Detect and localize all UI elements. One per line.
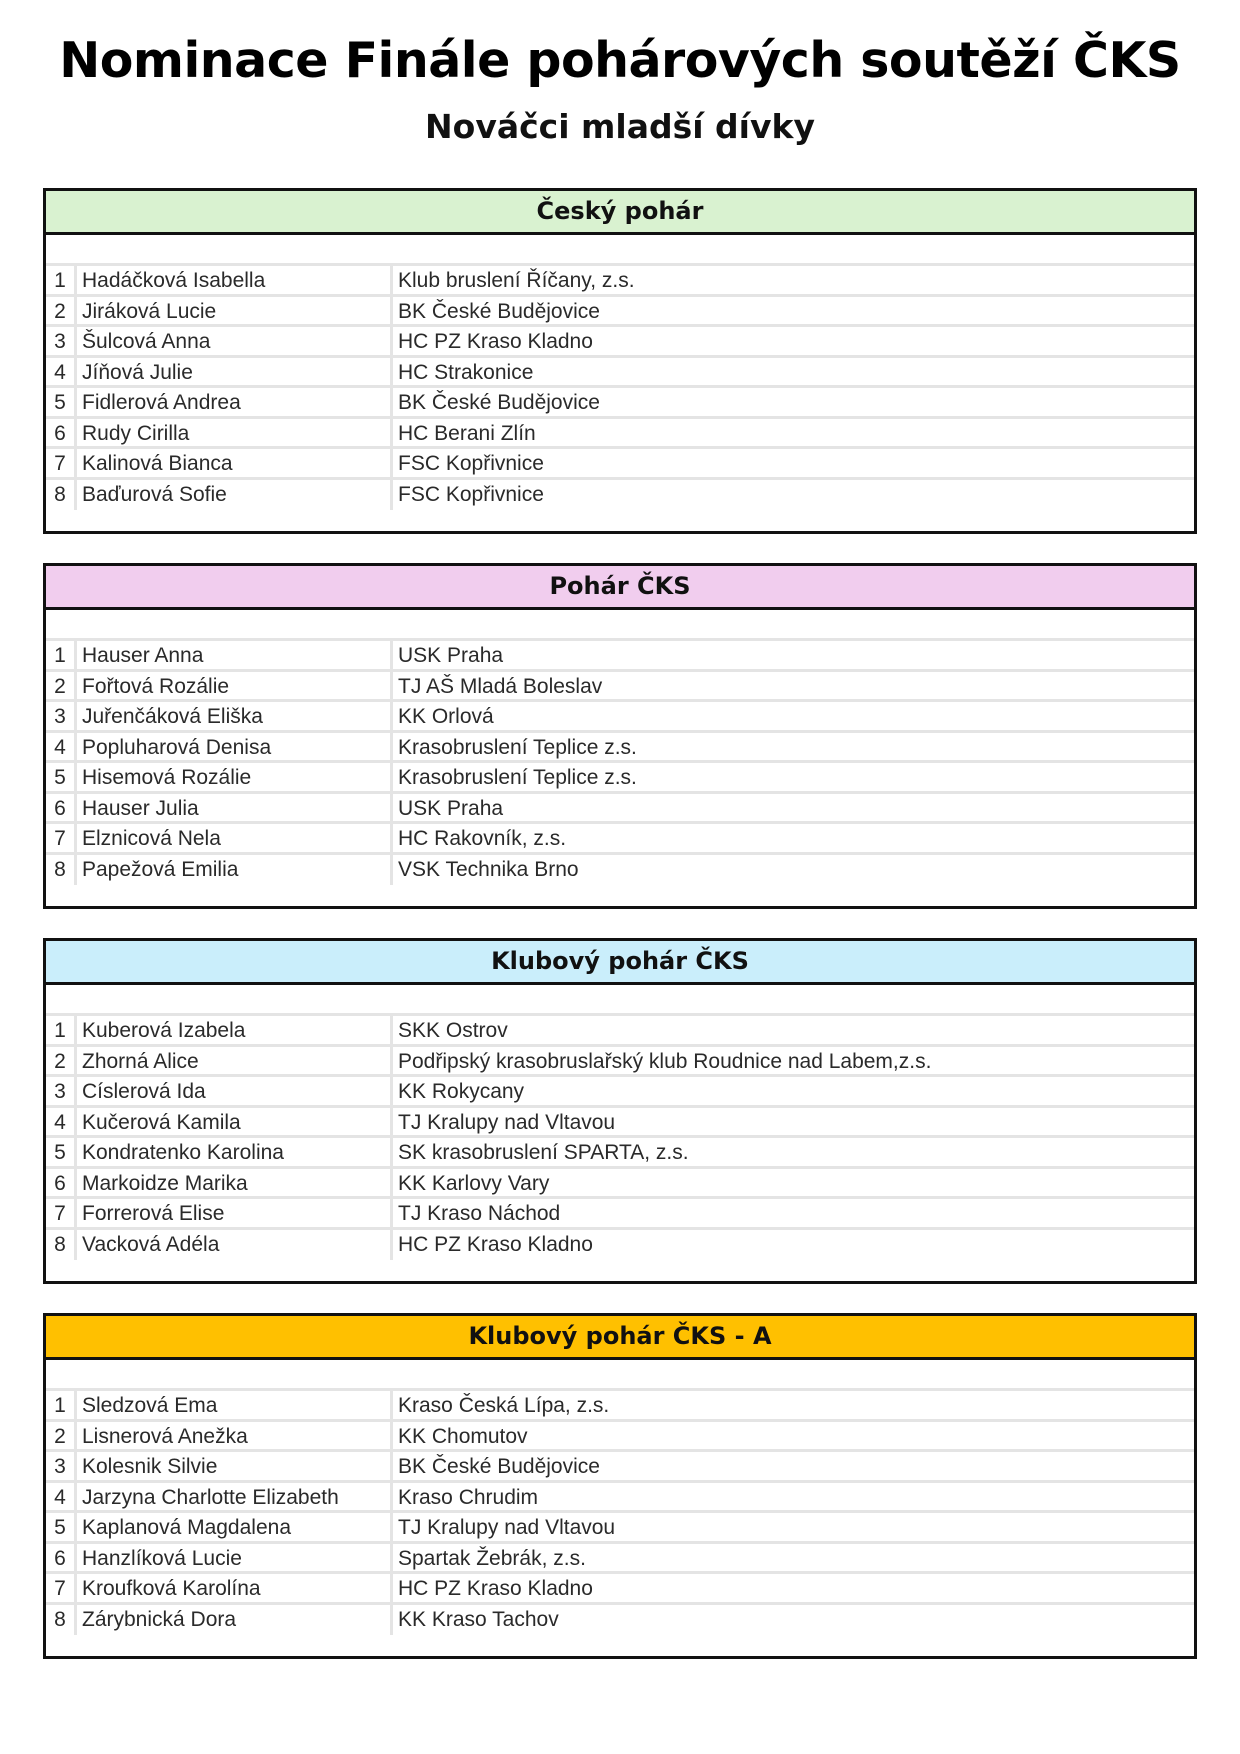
section-cesky-pohar (43, 188, 1197, 534)
club-cell: TJ Kralupy nad Vltavou (398, 1110, 616, 1134)
nominee-list (46, 641, 1194, 885)
skater-name-cell: Forrerová Elise (77, 1199, 393, 1227)
club-cell: Krasobruslení Teplice z.s. (398, 735, 637, 759)
rank-cell: 4 (46, 358, 77, 386)
table-row (46, 1422, 1194, 1453)
rank-cell: 7 (46, 1574, 77, 1602)
table-row (46, 388, 1194, 419)
rank-cell: 1 (46, 641, 77, 669)
rank-cell: 1 (46, 266, 77, 294)
club-cell: Klub bruslení Říčany, z.s. (398, 269, 635, 292)
rank-cell: 1 (46, 1016, 77, 1044)
rank-cell: 5 (46, 388, 77, 416)
table-row (46, 1138, 1194, 1169)
rank-cell: 7 (46, 1199, 77, 1227)
skater-name-cell: Jíňová Julie (77, 358, 393, 386)
table-row (46, 672, 1194, 703)
table-row (46, 702, 1194, 733)
skater-name-cell: Hauser Julia (77, 794, 393, 822)
skater-name-cell: Lisnerová Anežka (77, 1422, 393, 1450)
rank-cell: 2 (46, 1047, 77, 1075)
club-cell: SK krasobruslení SPARTA, z.s. (398, 1141, 689, 1164)
skater-name-cell: Kondratenko Karolina (77, 1138, 393, 1166)
table-row (46, 794, 1194, 825)
rank-cell: 1 (46, 1391, 77, 1419)
rank-cell: 8 (46, 480, 77, 511)
section-spacer-row (46, 235, 1194, 266)
table-row (46, 733, 1194, 764)
skater-name-cell: Kolesnik Silvie (77, 1452, 393, 1480)
club-cell: FSC Kopřivnice (398, 482, 544, 506)
rank-cell: 3 (46, 702, 77, 730)
section-pohar-cks (43, 563, 1197, 909)
skater-name-cell: Jiráková Lucie (77, 297, 393, 325)
rank-cell: 5 (46, 763, 77, 791)
club-cell: HC PZ Kraso Kladno (398, 1232, 593, 1256)
skater-name-cell: Zhorná Alice (77, 1047, 393, 1075)
club-cell: HC PZ Kraso Kladno (398, 1577, 593, 1600)
club-cell: HC Berani Zlín (398, 421, 536, 445)
table-row (46, 1391, 1194, 1422)
club-cell: Podřipský krasobruslařský klub Roudnice nad Labem,z.s. (398, 1049, 932, 1073)
club-cell: Spartak Žebrák, z.s. (398, 1546, 586, 1570)
rank-cell: 4 (46, 1108, 77, 1136)
club-cell: KK Rokycany (398, 1080, 525, 1103)
table-row (46, 297, 1194, 328)
club-cell: Kraso Česká Lípa, z.s. (398, 1394, 610, 1417)
table-row (46, 1047, 1194, 1078)
page-subtitle: Nováčci mladší dívky (425, 107, 815, 146)
table-row (46, 1230, 1194, 1261)
table-row (46, 824, 1194, 855)
section-spacer-row (46, 610, 1194, 641)
skater-name-cell: Kuberová Izabela (77, 1016, 393, 1044)
skater-name-cell: Zárybnická Dora (77, 1605, 393, 1636)
table-row (46, 1077, 1194, 1108)
skater-name-cell: Jarzyna Charlotte Elizabeth (77, 1483, 393, 1511)
nominee-list (46, 266, 1194, 510)
table-row (46, 449, 1194, 480)
club-cell: HC PZ Kraso Kladno (398, 330, 593, 353)
section-klubovy-pohar-cks (43, 938, 1197, 1284)
club-cell: Krasobruslení Teplice z.s. (398, 766, 637, 789)
rank-cell: 7 (46, 449, 77, 477)
rank-cell: 5 (46, 1513, 77, 1541)
rank-cell: 3 (46, 1077, 77, 1105)
rank-cell: 6 (46, 794, 77, 822)
table-row (46, 1108, 1194, 1139)
skater-name-cell: Baďurová Sofie (77, 480, 393, 511)
club-cell: KK Orlová (398, 705, 494, 728)
club-cell: USK Praha (398, 644, 504, 667)
table-row (46, 1452, 1194, 1483)
table-row (46, 480, 1194, 511)
club-cell: TJ Kralupy nad Vltavou (398, 1516, 616, 1539)
skater-name-cell: Sledzová Ema (77, 1391, 393, 1419)
table-row (46, 1574, 1194, 1605)
skater-name-cell: Hadáčková Isabella (77, 266, 393, 294)
club-cell: TJ Kraso Náchod (398, 1202, 561, 1225)
nominee-list (46, 1391, 1194, 1635)
skater-name-cell: Šulcová Anna (77, 327, 393, 355)
club-cell: BK České Budějovice (398, 299, 600, 323)
section-spacer-row (46, 985, 1194, 1016)
skater-name-cell: Papežová Emilia (77, 855, 393, 886)
skater-name-cell: Hauser Anna (77, 641, 393, 669)
rank-cell: 4 (46, 733, 77, 761)
club-cell: FSC Kopřivnice (398, 452, 544, 475)
section-heading: Klubový pohár ČKS - A (46, 1316, 1194, 1360)
club-cell: BK České Budějovice (398, 391, 600, 414)
club-cell: KK Chomutov (398, 1424, 528, 1448)
table-row (46, 266, 1194, 297)
rank-cell: 2 (46, 672, 77, 700)
skater-name-cell: Elznicová Nela (77, 824, 393, 852)
rank-cell: 7 (46, 824, 77, 852)
section-spacer-row (46, 1360, 1194, 1391)
rank-cell: 4 (46, 1483, 77, 1511)
skater-name-cell: Fidlerová Andrea (77, 388, 393, 416)
skater-name-cell: Rudy Cirilla (77, 419, 393, 447)
rank-cell: 8 (46, 1230, 77, 1261)
skater-name-cell: Hisemová Rozálie (77, 763, 393, 791)
rank-cell: 5 (46, 1138, 77, 1166)
rank-cell: 3 (46, 1452, 77, 1480)
section-heading: Český pohár (46, 191, 1194, 235)
club-cell: KK Kraso Tachov (398, 1607, 559, 1631)
table-row (46, 358, 1194, 389)
table-row (46, 1199, 1194, 1230)
section-heading: Pohár ČKS (46, 566, 1194, 610)
rank-cell: 8 (46, 1605, 77, 1636)
rank-cell: 6 (46, 419, 77, 447)
table-row (46, 641, 1194, 672)
club-cell: BK České Budějovice (398, 1455, 600, 1478)
table-row (46, 855, 1194, 886)
rank-cell: 3 (46, 327, 77, 355)
skater-name-cell: Kroufková Karolína (77, 1574, 393, 1602)
table-row (46, 1016, 1194, 1047)
skater-name-cell: Vacková Adéla (77, 1230, 393, 1261)
club-cell: HC Rakovník, z.s. (398, 827, 567, 850)
table-row (46, 763, 1194, 794)
skater-name-cell: Kaplanová Magdalena (77, 1513, 393, 1541)
rank-cell: 2 (46, 1422, 77, 1450)
section-klubovy-pohar-cks-a (43, 1313, 1197, 1659)
page-title: Nominace Finále pohárových soutěží ČKS (59, 32, 1181, 89)
table-row (46, 1605, 1194, 1636)
rank-cell: 2 (46, 297, 77, 325)
skater-name-cell: Fořtová Rozálie (77, 672, 393, 700)
table-row (46, 419, 1194, 450)
table-row (46, 327, 1194, 358)
table-row (46, 1513, 1194, 1544)
skater-name-cell: Juřenčáková Eliška (77, 702, 393, 730)
club-cell: VSK Technika Brno (398, 857, 579, 881)
table-row (46, 1169, 1194, 1200)
section-heading: Klubový pohár ČKS (46, 941, 1194, 985)
club-cell: USK Praha (398, 796, 504, 820)
skater-name-cell: Hanzlíková Lucie (77, 1544, 393, 1572)
club-cell: Kraso Chrudim (398, 1485, 539, 1509)
table-row (46, 1544, 1194, 1575)
skater-name-cell: Popluharová Denisa (77, 733, 393, 761)
rank-cell: 8 (46, 855, 77, 886)
club-cell: HC Strakonice (398, 360, 534, 384)
table-row (46, 1483, 1194, 1514)
club-cell: TJ AŠ Mladá Boleslav (398, 674, 603, 698)
skater-name-cell: Kalinová Bianca (77, 449, 393, 477)
club-cell: KK Karlovy Vary (398, 1171, 550, 1195)
skater-name-cell: Markoidze Marika (77, 1169, 393, 1197)
rank-cell: 6 (46, 1169, 77, 1197)
skater-name-cell: Kučerová Kamila (77, 1108, 393, 1136)
rank-cell: 6 (46, 1544, 77, 1572)
nominee-list (46, 1016, 1194, 1260)
skater-name-cell: Císlerová Ida (77, 1077, 393, 1105)
club-cell: SKK Ostrov (398, 1019, 508, 1042)
